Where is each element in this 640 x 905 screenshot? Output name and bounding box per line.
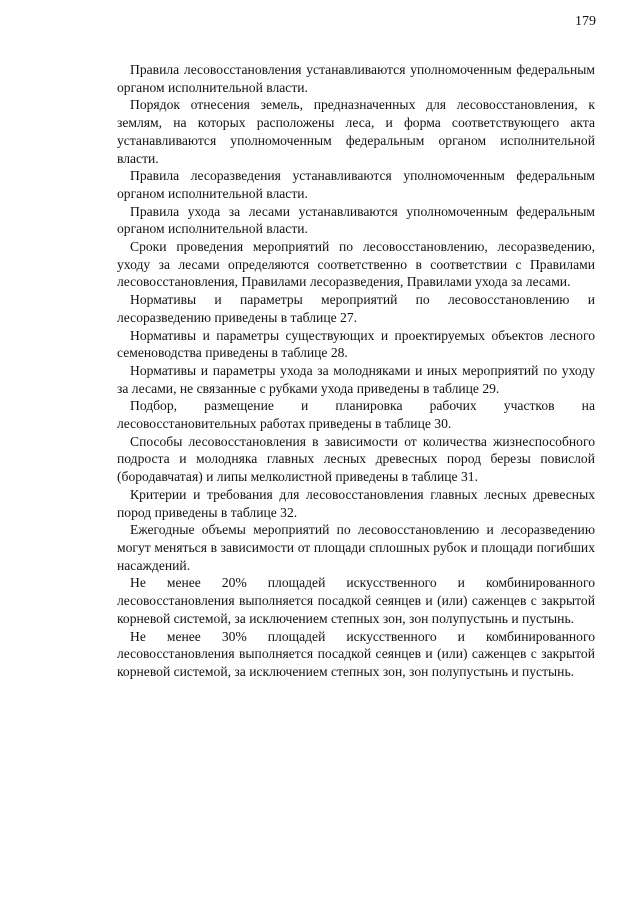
paragraph-closed-root-30-percent: Не менее 30% площадей искусственного и комбинированного лесовосстановления выполняется посадкой сеянцев и (или) саженцев с закрытой корневой системой, за исключением степных зон, зон полупустынь и пустынь. <box>117 628 595 679</box>
paragraph-table-29-reference: Нормативы и параметры ухода за молодняками и иных мероприятий по уходу за лесами, не связанные с рубками ухода приведены в таблице 29. <box>117 362 595 396</box>
paragraph-table-30-reference: Подбор, размещение и планировка рабочих участков на лесовосстановительных работах приведены в таблице 30. <box>117 398 595 432</box>
paragraph-table-27-reference: Нормативы и параметры мероприятий по лесовосстановлению и лесоразведению приведены в таблице 27. <box>117 292 595 325</box>
paragraph-table-32-reference: Критерии и требования для лесовосстановления главных лесных древесных пород приведены в таблице 32. <box>117 486 595 520</box>
paragraph-table-31-reference: Способы лесовосстановления в зависимости от количества жизнеспособного подроста и молодняка главных лесных древесных пород березы повислой (бородавчатая) и липы мелколистной приведены в таблице 31. <box>117 433 595 485</box>
page-number: 179 <box>575 14 596 29</box>
paragraph-afforestation-rules: Правила лесоразведения устанавливаются уполномоченным федеральным органом исполнительной власти. <box>117 168 595 201</box>
paragraph-land-assignment-procedure: Порядок отнесения земель, предназначенных для лесовосстановления, к землям, на которых расположены леса, и форма соответствующего акта устанавливаются уполномоченным федеральным органом исполнительной власти. <box>117 97 595 166</box>
paragraph-activity-timing: Сроки проведения мероприятий по лесовосстановлению, лесоразведению, уходу за лесами определяются соответственно в соответствии с Правилами лесовосстановления, Правилами лесоразведения, Правилами ухода за лесами. <box>117 239 595 290</box>
paragraph-closed-root-20-percent: Не менее 20% площадей искусственного и комбинированного лесовосстановления выполняется посадкой сеянцев и (или) саженцев с закрытой корневой системой, за исключением степных зон, зон полупустынь и пустынь. <box>117 575 595 626</box>
paragraph-annual-volumes: Ежегодные объемы мероприятий по лесовосстановлению и лесоразведению могут меняться в зависимости от площади сплошных рубок и площади погибших насаждений. <box>117 522 595 573</box>
document-body <box>117 61 595 681</box>
paragraph-reforestation-rules: Правила лесовосстановления устанавливаются уполномоченным федеральным органом исполнительной власти. <box>117 62 595 95</box>
paragraph-table-28-reference: Нормативы и параметры существующих и проектируемых объектов лесного семеноводства приведены в таблице 28. <box>117 327 595 361</box>
paragraph-forest-care-rules: Правила ухода за лесами устанавливаются уполномоченным федеральным органом исполнительной власти. <box>117 203 595 237</box>
